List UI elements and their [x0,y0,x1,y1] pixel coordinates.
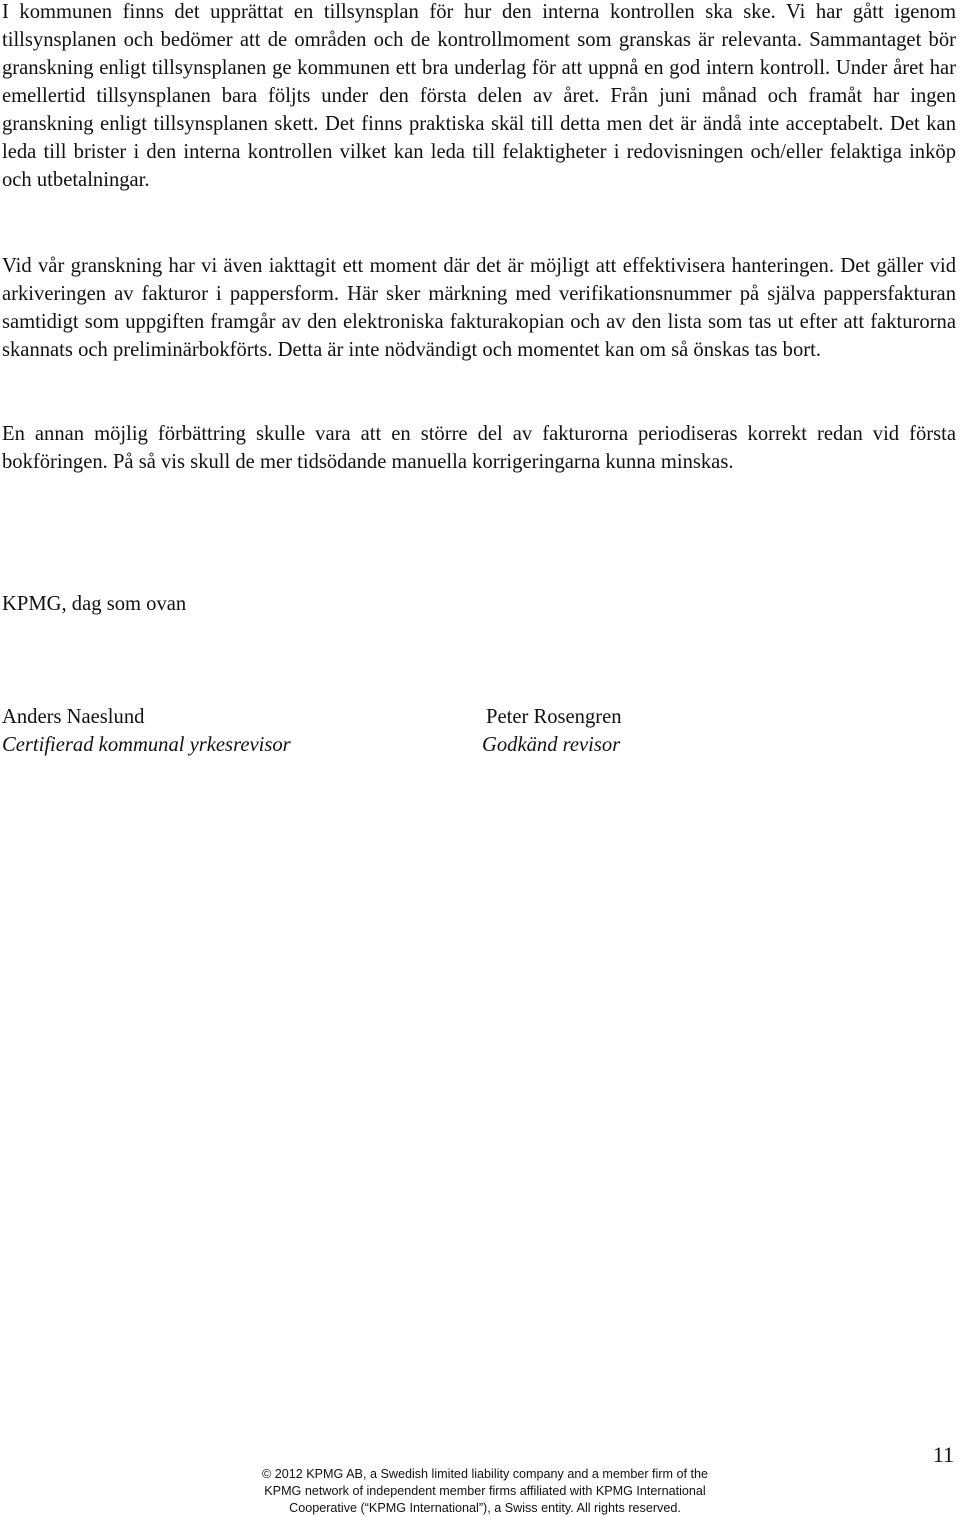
page-number: 11 [932,1442,954,1467]
signatory-right [482,703,622,759]
paragraph-improvement: En annan möjlig förbättring skulle vara att en större del av fakturorna periodiseras korrekt redan vid första bokföringen. På så vis skull de mer tidsödande manuella korrigeringarna kunna minskas. [2,423,956,473]
footer-line: Cooperative (“KPMG International”), a Swiss entity. All rights reserved. [289,1501,681,1515]
paragraph-efficiency: Vid vår granskning har vi även iakttagit ett moment där det är möjligt att effektivisera hanteringen. Det gäller vid arkiveringen av fakturor i pappersform. Här sker märkning med verifikationsnummer på själva pappersfakturan samtidigt som uppgiften framgår av den elektroniska fakturakopian och av den lista som tas ut efter att fakturorna skannats och preliminärbokförts. Detta är inte nödvändigt och momentet kan om så önskas tas bort. [2,255,956,361]
footer-line: © 2012 KPMG AB, a Swedish limited liability company and a member firm of the [261,1467,709,1481]
footer-line: KPMG network of independent member firms affiliated with KPMG International [264,1484,706,1498]
signatory-title: Godkänd revisor [482,734,621,756]
signatory-name: Anders Naeslund [2,706,145,728]
signatory-title: Certifierad kommunal yrkesrevisor [2,734,291,756]
paragraph-internal-control: I kommunen finns det upprättat en tillsynsplan för hur den interna kontrollen ska ske. Vi har gått igenom tillsynsplanen och bedömer att de områden och de kontrollmoment som granskas är relevanta. Sammantaget bör granskning enligt tillsynsplanen ge kommunen ett bra underlag för att uppnå en god intern kontroll. Under året har emellertid tillsynsplanen bara följts under den första delen av året. Från juni månad och framåt har ingen granskning enligt tillsynsplanen skett. Det finns praktiska skäl till detta men det är ändå inte acceptabelt. Det kan leda till brister i den interna kontrollen vilket kan leda till felaktigheter i redovisningen och/eller felaktiga inköp och utbetalningar. [2,1,956,191]
signatory-left [2,703,291,759]
sign-off: KPMG, dag som ovan [2,593,187,615]
copyright-footer [210,1466,760,1517]
signatory-name: Peter Rosengren [486,706,622,728]
